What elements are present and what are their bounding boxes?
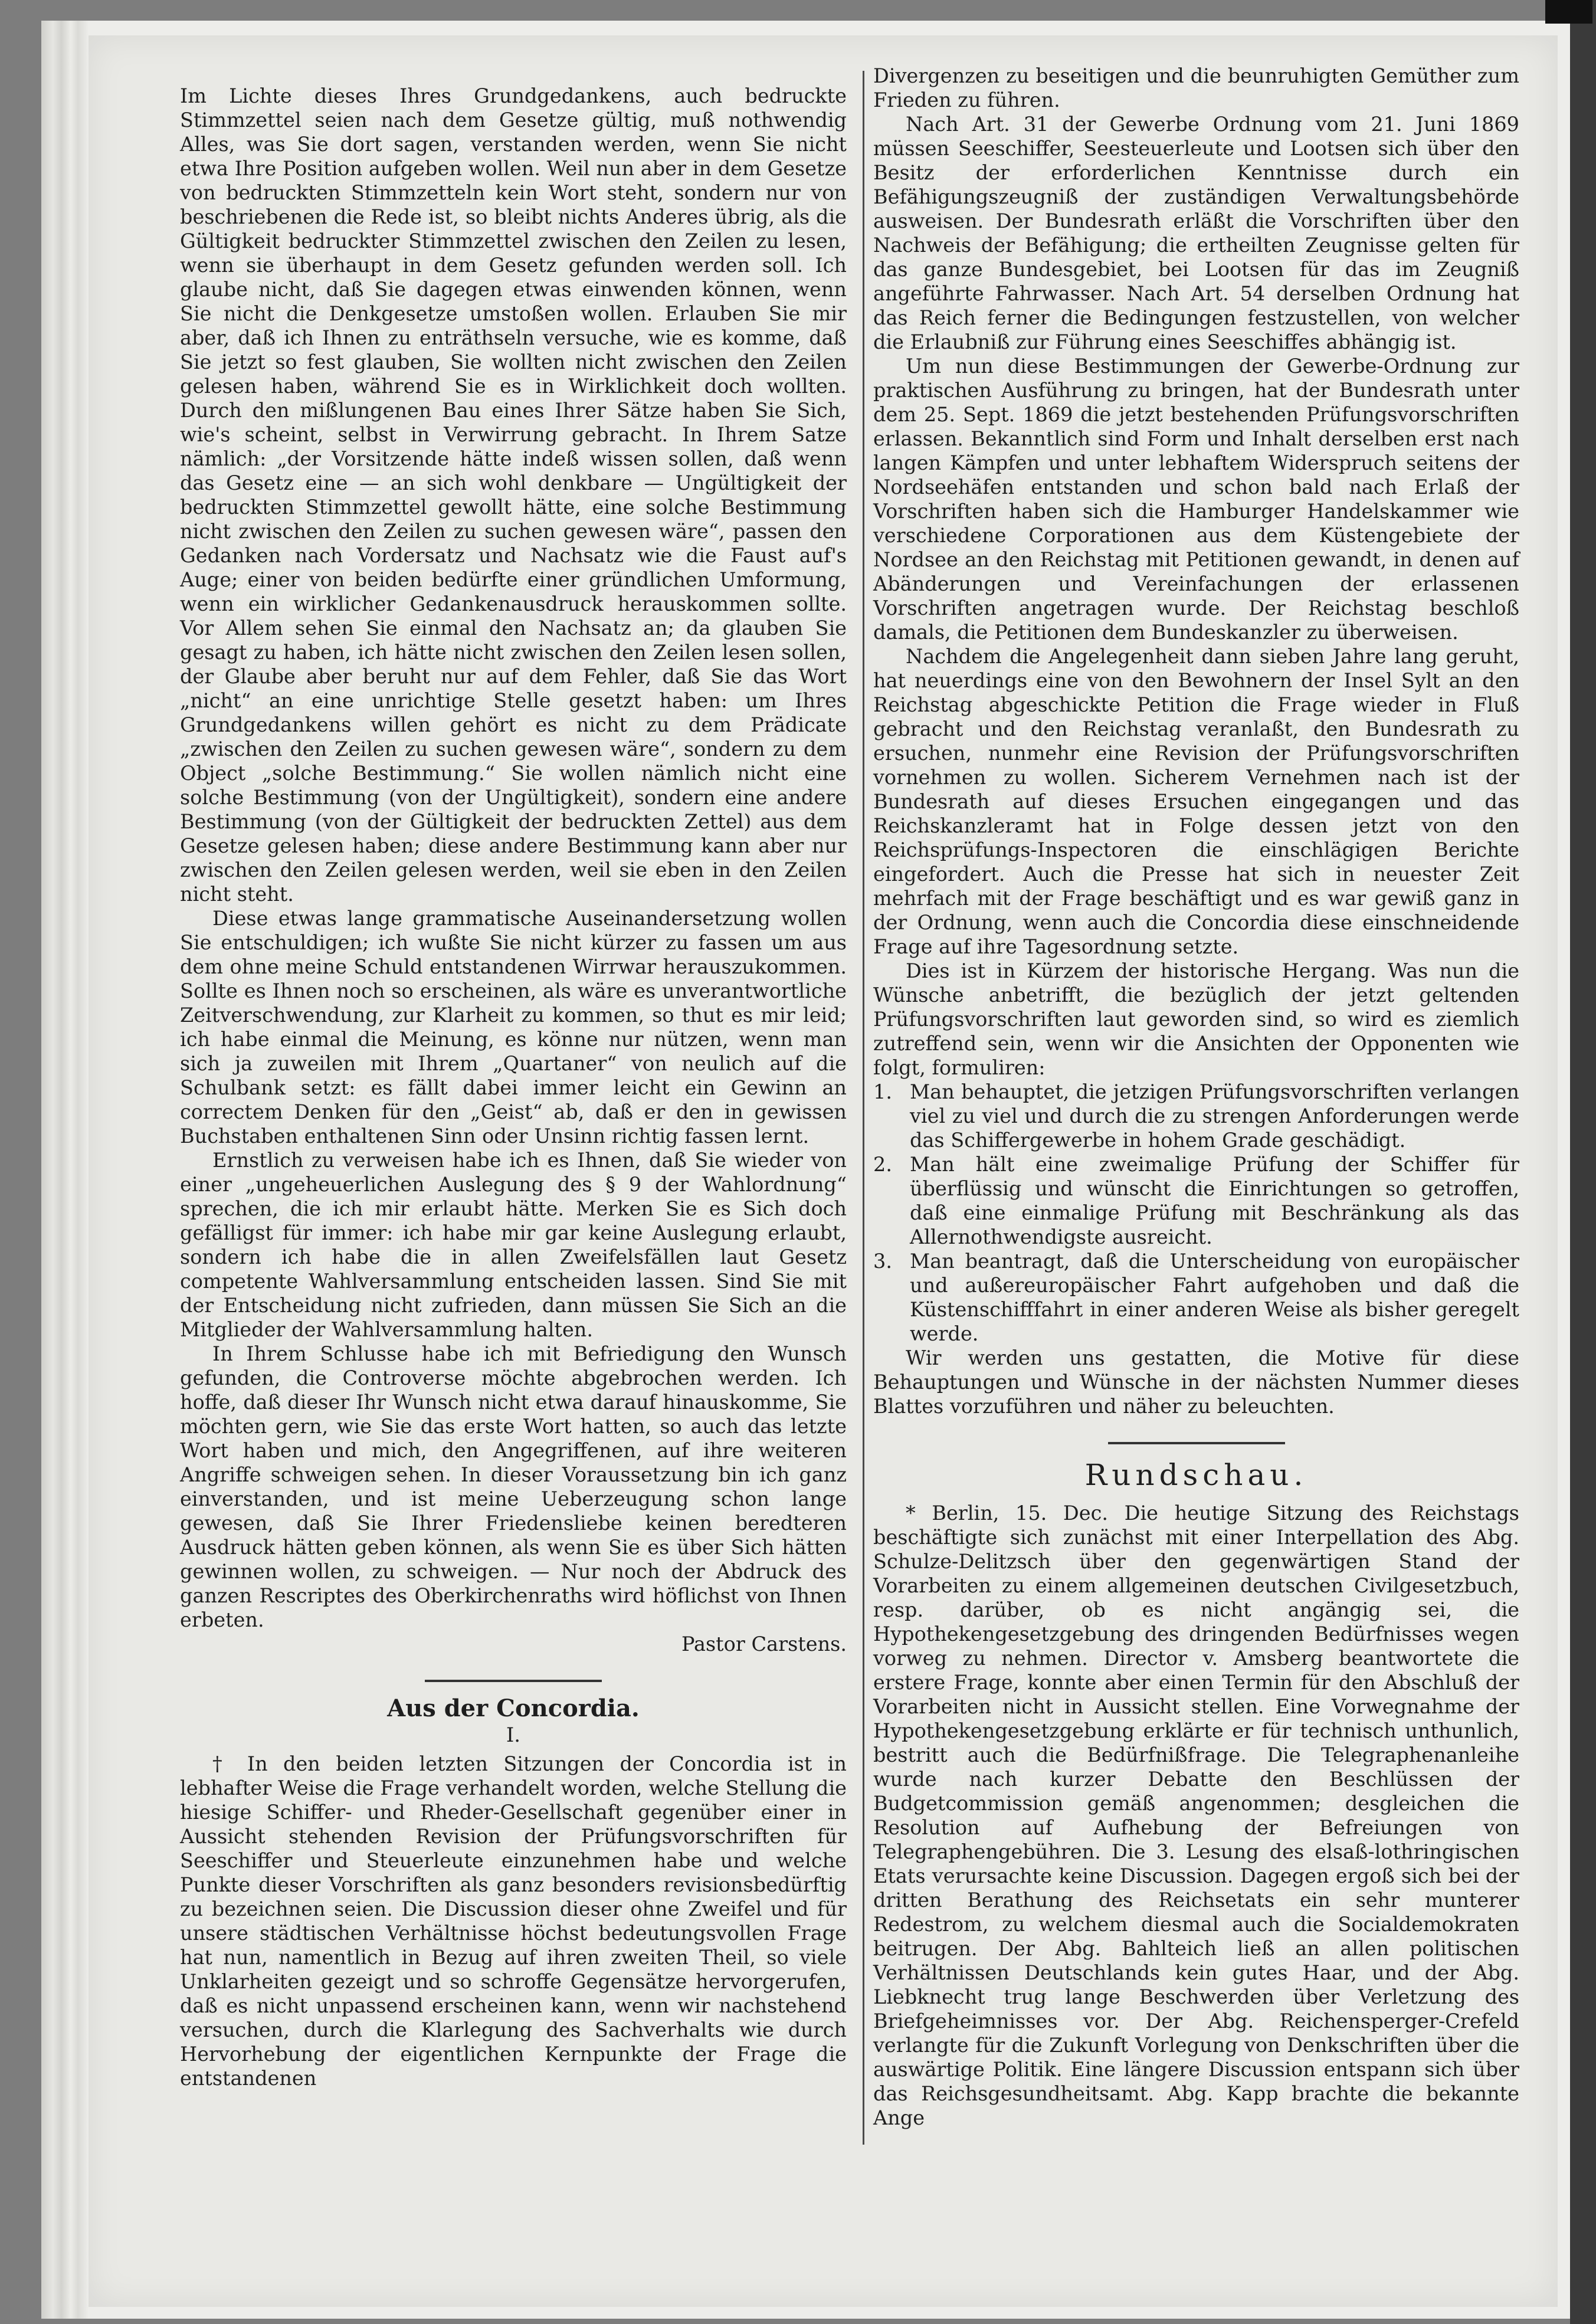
- paragraph: Wir werden uns gestatten, die Motive für diese Behauptungen und Wünsche in der nächsten Nummer dieses Blattes vorzuführen und näher zu beleuchten.: [873, 1346, 1519, 1418]
- section-separator: [425, 1680, 602, 1682]
- list-text: Man behauptet, die jetzigen Prüfungsvorschriften verlangen viel zu viel und durch die zu strengen Anforderungen werde das Schiffergewerbe in hohem Grade geschädigt.: [910, 1080, 1519, 1152]
- article-number: I.: [506, 1723, 521, 1747]
- paragraph: * Berlin, 15. Dec. Die heutige Sitzung des Reichstags beschäftigte sich zunächst mit einer Interpellation des Abg. Schulze-Delitzsch über den gegenwärtigen Stand der Vorarbeiten zu einem allgemeinen deutschen Civilgesetzbuch, resp. darüber, ob es nicht angängig sei, die Hypothekengesetzgebung des dringenden Bedürfnisses wegen vorweg zu nehmen. Director v. Amsberg beantwortete die erstere Frage, konnte aber einen Termin für den Abschluß der Vorarbeiten nicht in Aussicht stellen. Eine Vorwegnahme der Hypothekengesetzgebung erklärte er für technisch unthunlich, bestritt auch die Bedürfnißfrage. Die Telegraphenanleihe wurde nach kurzer Debatte den Beschlüssen der Budgetcommission gemäß angenommen; desgleichen die Resolution auf Aufhebung der Befreiungen von Telegraphengebühren. Die 3. Lesung des elsaß-lothringischen Etats verursachte keine Discussion. Dagegen ergoß sich bei der dritten Berathung des Reichsetats ein sehr munterer Redestrom, zu welchem diesmal auch die Socialdemokraten beitrugen. Der Abg. Bahlteich ließ an allen politischen Verhältnissen Deutschlands kein gutes Haar, und der Abg. Liebknecht trug lange Beschwerden über Verletzung des Briefgeheimnisses vor. Der Abg. Reichensperger-Crefeld verlangte für die Zukunft Vorlegung von Denkschriften über die auswärtige Politik. Eine längere Discussion entspann sich über das Reichsgesundheitsamt. Abg. Kapp brachte die bekannte Ange: [873, 1502, 1519, 2129]
- section-separator: [1108, 1442, 1285, 1444]
- paragraph: Nach Art. 31 der Gewerbe Ordnung vom 21. Juni 1869 müssen Seeschiffer, Seesteuerleute und Lootsen sich über den Besitz der erforderlichen Kenntnisse durch ein Befähigungszeugniß der zuständigen Verwaltungsbehörde ausweisen. Der Bundesrath erläßt die Vorschriften über den Nachweis der Befähigung; die ertheilten Zeugnisse gelten für das ganze Bundesgebiet, bei Lootsen für das im Zeugniß angeführte Fahrwasser. Nach Art. 54 derselben Ordnung hat das Reich ferner die Bedingungen festzustellen, von welcher die Erlaubniß zur Führung eines Seeschiffes abhängig ist.: [873, 113, 1519, 353]
- list-item: [873, 1080, 1519, 1152]
- right-column: [873, 64, 1519, 2130]
- list-number: 3.: [873, 1250, 892, 1273]
- list-number: 2.: [873, 1153, 892, 1176]
- scanner-strip: [1570, 0, 1596, 2324]
- paragraph: Ernstlich zu verweisen habe ich es Ihnen, daß Sie wieder von einer „ungeheuerlichen Auslegung des § 9 der Wahlordnung“ sprechen, die ich mir erlaubt hätte. Merken Sie es Sich doch gefälligst für immer: ich habe mir gar keine Auslegung erlaubt, sondern ich habe die in allen Zweifelsfällen laut Gesetz competente Wahlversammlung entscheiden lassen. Sind Sie mit der Entscheidung nicht zufrieden, dann müssen Sie Sich an die Mitglieder der Wahlversammlung halten.: [180, 1149, 847, 1341]
- list-item: [873, 1249, 1519, 1346]
- paragraph: Im Lichte dieses Ihres Grundgedankens, auch bedruckte Stimmzettel seien nach dem Gesetze gültig, muß nothwendig Alles, was Sie dort sagen, verstanden werden, wenn Sie nicht etwa Ihre Position aufgeben wollen. Weil nun aber in dem Gesetze von bedruckten Stimmzetteln kein Wort steht, sondern nur von beschriebenen die Rede ist, so bleibt nichts Anderes übrig, als die Gültigkeit bedruckter Stimmzettel zwischen den Zeilen zu lesen, wenn sie überhaupt in dem Gesetz gefunden werden soll. Ich glaube nicht, daß Sie dagegen etwas einwenden können, wenn Sie nicht die Denkgesetze umstoßen wollen. Erlauben Sie mir aber, daß ich Ihnen zu enträthseln versuche, wie es komme, daß Sie jetzt so fest glauben, Sie wollten nicht zwischen den Zeilen gelesen haben, während Sie es in Wirklichkeit doch wollten. Durch den mißlungenen Bau eines Ihrer Sätze haben Sie Sich, wie's scheint, selbst in Verwirrung gebracht. In Ihrem Satze nämlich: „der Vorsitzende hätte indeß wissen sollen, daß wenn das Gesetz eine — an sich wohl denkbare — Ungültigkeit der bedruckten Stimmzettel gewollt hätte, eine solche Bestimmung nicht zwischen den Zeilen zu suchen gewesen wäre“, passen den Gedanken nach Vordersatz und Nachsatz wie die Faust auf's Auge; einer von beiden bedürfte einer gründlichen Umformung, wenn ein wirklicher Gedankenausdruck herauskommen sollte. Vor Allem sehen Sie einmal den Nachsatz an; da glauben Sie gesagt zu haben, ich hätte nicht zwischen den Zeilen lesen sollen, der Glaube aber beruht nur auf dem Fehler, daß Sie das Wort „nicht“ an eine unrichtige Stelle gesetzt haben: um Ihres Grundgedankens willen gehört es nicht zu dem Prädicate „zwischen den Zeilen zu suchen gewesen wäre“, sondern zu dem Object „solche Bestimmung.“ Sie wollen nämlich nicht eine solche Bestimmung (von der Ungültigkeit), sondern eine andere Bestimmung (von der Gültigkeit der bedruckten Zettel) aus dem Gesetze gelesen haben; diese andere Bestimmung kann aber nur zwischen den Zeilen gelesen werden, weil sie eben in den Zeilen nicht steht.: [180, 84, 847, 906]
- paragraph: Diese etwas lange grammatische Auseinandersetzung wollen Sie entschuldigen; ich wußte Sie nicht kürzer zu fassen um aus dem ohne meine Schuld entstandenen Wirrwar herauszukommen. Sollte es Ihnen noch so erscheinen, als wäre es unverantwortliche Zeitverschwendung, zur Klarheit zu kommen, so thut es mir leid; ich habe einmal die Meinung, es könne nur nützen, wenn man sich ja zuweilen mit Ihrem „Quartaner“ von neulich auf die Schulbank setzt: es fällt dabei immer leicht ein Gewinn an correctem Denken für den „Geist“ ab, daß er den in gewissen Buchstaben enthaltenen Sinn oder Unsinn richtig fassen lernt.: [180, 907, 847, 1148]
- paragraph: Um nun diese Bestimmungen der Gewerbe-Ordnung zur praktischen Ausführung zu bringen, hat der Bundesrath unter dem 25. Sept. 1869 die jetzt bestehenden Prüfungsvorschriften erlassen. Bekanntlich sind Form und Inhalt derselben erst nach langen Kämpfen und unter lebhaftem Widerspruch seitens der Nordseehäfen entstanden und schon bald nach Erlaß der Vorschriften haben sich die Hamburger Handelskammer wie verschiedene Corporationen aus dem Küstengebiete der Nordsee an den Reichstag mit Petitionen gewandt, in denen auf Abänderungen und Vereinfachungen der erlassenen Vorschriften angetragen wurde. Der Reichstag beschloß damals, die Petitionen dem Bundeskanzler zu überweisen.: [873, 355, 1519, 644]
- list-item: [873, 1152, 1519, 1249]
- article-heading: Aus der Concordia.: [387, 1694, 640, 1722]
- paragraph: Nachdem die Angelegenheit dann sieben Jahre lang geruht, hat neuerdings eine von den Bewohnern der Insel Sylt an den Reichstag abgeschickte Petition die Frage wieder in Fluß gebracht und den Reichstag veranlaßt, den Bundesrath zu ersuchen, nunmehr eine Revision der Prüfungsvorschriften vornehmen zu wollen. Sicherem Vernehmen nach ist der Bundesrath auf dieses Ersuchen eingegangen und das Reichskanzleramt hat in Folge dessen jetzt von den Reichsprüfungs-Inspectoren die einschlägigen Berichte eingefordert. Auch die Presse hat sich in neuester Zeit mehrfach mit der Frage beschäftigt und es war gewiß ganz in der Ordnung, wenn auch die Concordia diese einschneidende Frage auf ihre Tagesordnung setzte.: [873, 645, 1519, 958]
- numbered-list: [873, 1080, 1519, 1346]
- section-heading: Rundschau.: [1084, 1458, 1308, 1492]
- paragraph: In Ihrem Schlusse habe ich mit Befriedigung den Wunsch gefunden, die Controverse möchte abgebrochen werden. Ich hoffe, daß dieser Ihr Wunsch nicht etwa darauf hinauskomme, Sie möchten gern, wie Sie das erste Wort hatten, so auch das letzte Wort haben und mich, den Angegriffenen, auf ihre weiteren Angriffe schweigen sehen. In dieser Voraussetzung bin ich ganz einverstanden, und ist meine Ueberzeugung schon lange gewesen, daß Sie Ihrer Friedensliebe keinen beredteren Ausdruck hätten geben können, als wenn Sie es über Sich hätten gewinnen wollen, zu schweigen. — Nur noch der Abdruck des ganzen Rescriptes des Oberkirchenraths wird höflichst von Ihnen erbeten.: [180, 1342, 847, 1631]
- list-text: Man beantragt, daß die Unterscheidung von europäischer und außereuropäischer Fahrt aufgehoben und daß die Küstenschifffahrt in einer anderen Weise als bisher geregelt werde.: [910, 1250, 1519, 1345]
- left-column: [180, 84, 847, 2090]
- paragraph: † In den beiden letzten Sitzungen der Concordia ist in lebhafter Weise die Frage verhandelt worden, welche Stellung die hiesige Schiffer- und Rheder-Gesellschaft gegenüber einer in Aussicht stehenden Revision der Prüfungsvorschriften für Seeschiffer und Steuerleute einzunehmen habe und welche Punkte dieser Vorschriften als ganz besonders revisionsbedürftig zu bezeichnen seien. Die Discussion dieser ohne Zweifel und für unsere städtischen Verhältnisse höchst bedeutungsvollen Frage hat nun, namentlich in Bezug auf ihren zweiten Theil, so viele Unklarheiten gezeigt und so schroffe Gegensätze hervorgerufen, daß es nicht unpassend erscheinen kann, wenn wir nachstehend versuchen, durch die Klarlegung des Sachverhalts wie durch Hervorhebung der eigentlichen Kernpunkte der Frage die entstandenen: [180, 1752, 847, 2090]
- signature: Pastor Carstens.: [681, 1633, 847, 1656]
- list-number: 1.: [873, 1080, 892, 1103]
- paragraph: Divergenzen zu beseitigen und die beunruhigten Gemüther zum Frieden zu führen.: [873, 64, 1519, 112]
- corner-mark: [1545, 0, 1592, 24]
- column-divider: [863, 71, 864, 2145]
- paragraph: Dies ist in Kürzem der historische Hergang. Was nun die Wünsche anbetrifft, die bezüglich der jetzt geltenden Prüfungsvorschriften laut geworden sind, so wird es ziemlich zutreffend sein, wenn wir die Ansichten der Opponenten wie folgt, formuliren:: [873, 959, 1519, 1079]
- list-text: Man hält eine zweimalige Prüfung der Schiffer für überflüssig und wünscht die Einrichtungen so getroffen, daß eine einmalige Prüfung mit Beschränkung als das Allernothwendigste ausreicht.: [910, 1153, 1519, 1248]
